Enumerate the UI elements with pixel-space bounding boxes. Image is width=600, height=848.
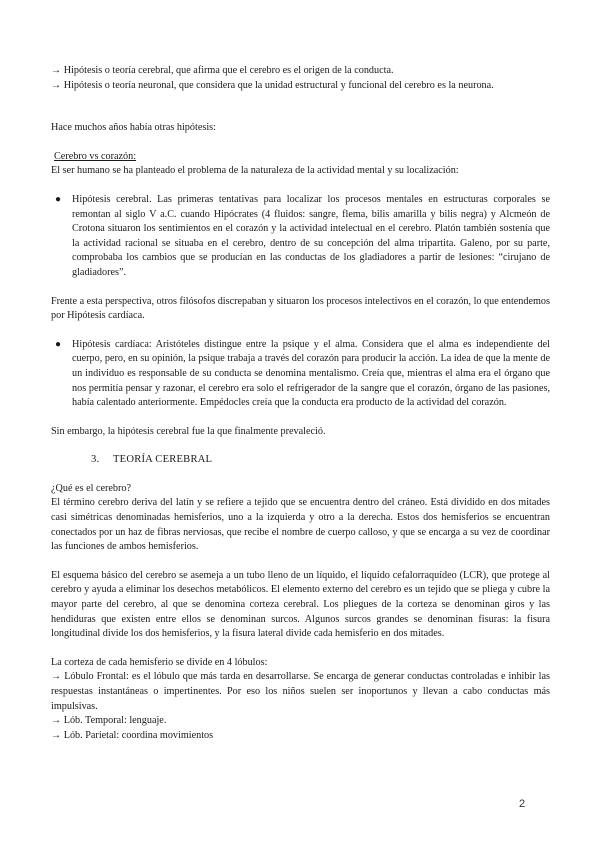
heading-title: TEORÍA CEREBRAL	[113, 454, 213, 466]
document-page	[51, 64, 550, 743]
section-heading	[91, 453, 550, 468]
cerebral-hypothesis-list	[51, 193, 550, 281]
lobes-intro: La corteza de cada hemisferio se divide en 4 lóbulos:	[51, 656, 268, 668]
bullet-cardiaca-text: Hipótesis cardíaca: Aristóteles distingue entre la psique y el alma. Considera que el alma es independiente del cuerpo, pero, en su opinión, la psique trabaja a través del corazón para producir la acción. La idea de que la mente de un individuo es responsable de su conducta se denomina mentalismo. Creía que, mientras el alma era el órgano que nos permitía pensar y razonar, el cerebro era solo el refrigerador de la sangre que el corazón, órgano de las pasiones, había calentado anteriormente. Empédocles creía que la conducta era producto de la actividad del corazón.	[72, 338, 550, 409]
conclusion: Sin embargo, la hipótesis cerebral fue la que finalmente prevaleció.	[51, 425, 326, 437]
bullet-icon: ●	[55, 338, 62, 350]
intro-line-cerebral: → Hipótesis o teoría cerebral, que afirma que el cerebro es el origen de la conducta.	[51, 65, 394, 76]
list-item	[51, 193, 550, 281]
frente-paragraph: Frente a esta perspectiva, otros filósofos discrepaban y situaron los procesos intelectivos en el corazón, lo que entendemos por Hipótesis cardíaca.	[51, 295, 550, 322]
bullet-icon: ●	[55, 193, 62, 205]
lobe-parietal: → Lób. Parietal: coordina movimientos	[51, 729, 214, 741]
bullet-cerebral-text: Hipótesis cerebral. Las primeras tentativas para localizar los procesos mentales en estructuras corporales se remontan al siglo V a.C. cuando Hipócrates (4 fluidos: sangre, flema, bilis amarilla y bilis negra) y Alcmeón de Crotona situaron los sentimientos en el corazón y la actividad intelectual en el cerebro. Platón también sostenía que la actividad racional se situaba en el cerebro, dentro de su concepción del alma tripartita. Galeno, por su parte, comprobaba los cambios que se producían en las conductas de los gladiadores a partir de lesiones: “cirujano de gladiadores”.	[72, 193, 550, 278]
intro-line-neuronal: → Hipótesis o teoría neuronal, que considera que la unidad estructural y funcional del cerebro es la neurona.	[51, 79, 494, 91]
lobe-temporal: → Lób. Temporal: lenguaje.	[51, 715, 167, 727]
heading-number: 3.	[91, 454, 100, 466]
page-number: 2	[519, 798, 526, 810]
cardiac-hypothesis-list	[51, 338, 550, 411]
hypotheses-intro: Hace muchos años había otras hipótesis:	[51, 122, 216, 134]
section-title: Cerebro vs corazón:	[54, 150, 137, 162]
esquema-paragraph: El esquema básico del cerebro se asemeja a un tubo lleno de un líquido, el líquido cefalorraquídeo (LCR), que protege al cerebro y ayuda a eliminar los desechos metabólicos. El elemento externo del cerebro es un tejido que se pliega y cubre la mayor parte del cerebro, al que se denomina corteza cerebral. Los pliegues de la corteza se denominan giros y las hendiduras que existen entre ellos se denominan surcos. Algunos surcos grandes se denominan fisuras: la fisura longitudinal divide los dos hemisferios, y la fisura lateral divide cada hemisferio en dos mitades.	[51, 569, 550, 640]
list-item	[51, 338, 550, 411]
lobe-frontal: → Lóbulo Frontal: es el lóbulo que más tarda en desarrollarse. Se encarga de generar conductas controladas e inhibir las respuestas instantáneas o impertinentes. Por eso los niños suelen ser inoportunos y llevan a cabo conductas más impulsivas.	[51, 671, 550, 712]
question: ¿Qué es el cerebro?	[51, 482, 132, 494]
section-lead: El ser humano se ha planteado el problema de la naturaleza de la actividad mental y su localización:	[51, 165, 459, 177]
cerebro-paragraph: El término cerebro deriva del latín y se refiere a tejido que se encuentra dentro del cráneo. Está dividido en dos mitades casi simétricas denominadas hemisferios, uno a la izquierda y otro a la derecha. Estos dos hemisferios se encuentran conectados por un haz de fibras nerviosas, que recibe el nombre de cuerpo calloso, y que se encarga a su vez de coordinar las funciones de ambos hemisferios.	[51, 497, 550, 553]
